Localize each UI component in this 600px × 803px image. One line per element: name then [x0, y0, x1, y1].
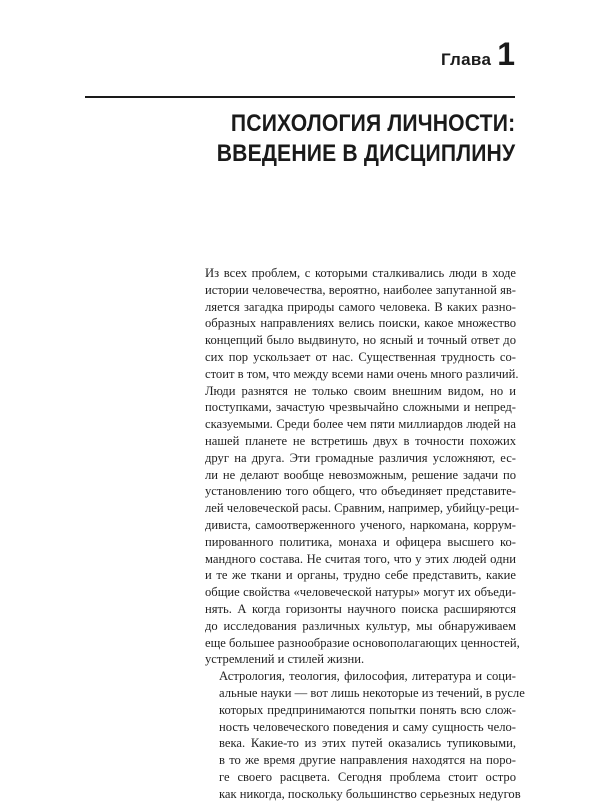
- text-line: устремлений и стилей жизни.: [205, 652, 365, 667]
- text-line: Астрология, теология, философия, литература и соци-: [219, 669, 516, 684]
- text-line: и те же ткани и органы, трудно себе представить, какие: [205, 568, 516, 583]
- text-line: пированного политика, монаха и офицера высшего ко-: [205, 534, 516, 549]
- text-line: альные науки — вот лишь некоторые из течений, в русле: [219, 685, 525, 700]
- paragraph-1: [205, 265, 520, 668]
- text-line: общие свойства «человеческой натуры» могут их объеди-: [205, 585, 516, 600]
- text-line: до исследования различных культур, мы обнаруживаем: [205, 618, 516, 633]
- text-line: стоит в том, что между всеми нами очень много различий.: [205, 366, 519, 381]
- chapter-number: 1: [497, 36, 515, 72]
- text-line: концепций было выдвинуто, но ясный и точный ответ до: [205, 333, 516, 348]
- text-line: установлению того общего, что объединяет представите-: [205, 484, 516, 499]
- text-line: лей человеческой расы. Сравним, например, убийцу-реци-: [205, 501, 520, 516]
- text-line: в то же время другие направления находятся на поро-: [219, 753, 516, 768]
- chapter-title-line-1: ПСИХОЛОГИЯ ЛИЧНОСТИ:: [230, 110, 515, 137]
- text-line: ли не делают вообще невозможным, решение задачи по: [205, 467, 516, 482]
- chapter-label: [441, 38, 515, 70]
- chapter-word: Глава: [440, 50, 492, 69]
- text-line: Люди разнятся не только своим внешним видом, но и: [205, 383, 516, 398]
- chapter-title: [216, 109, 515, 169]
- text-line: мандного состава. Не считая того, что у этих людей одни: [205, 551, 516, 566]
- text-line: нашей планете не встретишь двух в точности похожих: [205, 433, 516, 448]
- text-line: ность человеческого поведения и саму сущность чело-: [219, 719, 516, 734]
- text-line: ге своего расцвета. Сегодня проблема стоит остро: [219, 769, 516, 784]
- text-line: которых предпринимаются попытки понять всю слож-: [219, 702, 516, 717]
- text-line: поступками, зачастую чрезвычайно сложными и непред-: [205, 400, 516, 415]
- text-line: дивиста, самоотверженного ученого, наркомана, коррум-: [205, 517, 516, 532]
- text-line: века. Какие-то из этих путей оказались тупиковыми,: [219, 736, 516, 751]
- text-line: Из всех проблем, с которыми сталкивались люди в ходе: [205, 266, 516, 280]
- text-line: сих пор ускользает от нас. Существенная трудность со-: [205, 349, 516, 364]
- text-line: ляется загадка природы самого человека. В каких разно-: [205, 299, 516, 314]
- text-line: как никогда, поскольку большинство серьезных недугов: [219, 786, 521, 801]
- text-line: нять. А когда горизонты научного поиска расширяются: [205, 601, 516, 616]
- text-line: друг на друга. Эти громадные различия усложняют, ес-: [205, 450, 516, 465]
- text-line: сказуемыми. Среди более чем пяти миллиардов людей на: [205, 417, 516, 432]
- chapter-title-line-2: ВВЕДЕНИЕ В ДИСЦИПЛИНУ: [216, 140, 515, 167]
- text-line: истории человечества, вероятно, наиболее запутанной яв-: [205, 282, 516, 297]
- text-line: образных направлениях велись поиски, какое множество: [205, 316, 516, 331]
- chapter-divider: [85, 96, 515, 98]
- text-line: еще большее разнообразие основополагающих ценностей,: [205, 635, 520, 650]
- body-text: [205, 265, 525, 803]
- paragraph-2: [205, 668, 525, 802]
